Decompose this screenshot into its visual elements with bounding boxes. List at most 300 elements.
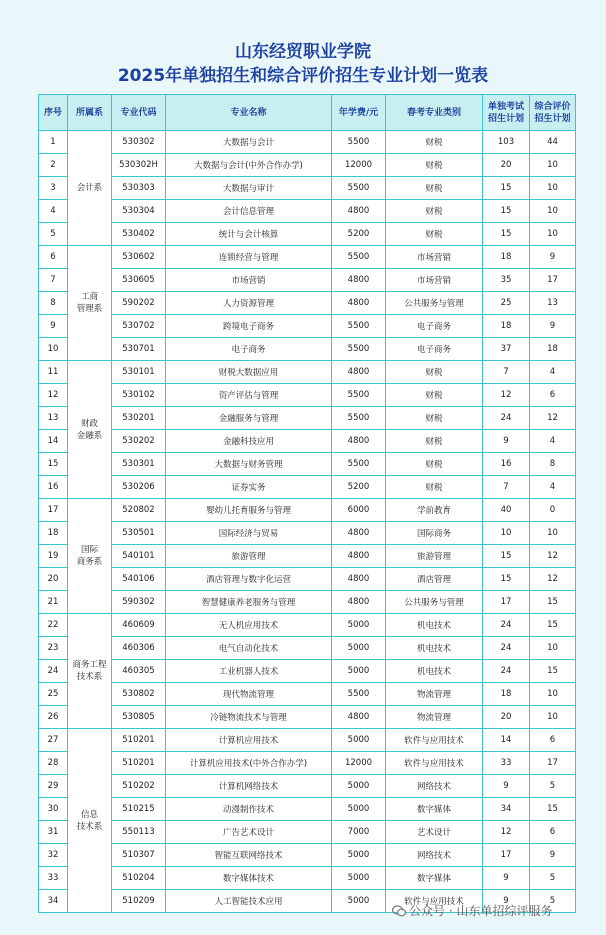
cell-name: 统计与会计核算 xyxy=(166,223,332,246)
cell-code: 550113 xyxy=(112,821,166,844)
cell-plan2: 5 xyxy=(530,890,576,913)
cell-category: 机电技术 xyxy=(386,637,483,660)
cell-plan1: 15 xyxy=(483,545,530,568)
cell-code: 530301 xyxy=(112,453,166,476)
cell-plan2: 9 xyxy=(530,315,576,338)
cell-plan2: 4 xyxy=(530,476,576,499)
cell-name: 连锁经营与管理 xyxy=(166,246,332,269)
cell-plan1: 40 xyxy=(483,499,530,522)
cell-fee: 12000 xyxy=(332,154,386,177)
cell-no: 13 xyxy=(39,407,68,430)
cell-fee: 12000 xyxy=(332,752,386,775)
header-code: 专业代码 xyxy=(112,95,166,131)
cell-code: 530602 xyxy=(112,246,166,269)
cell-no: 22 xyxy=(39,614,68,637)
cell-code: 530302H xyxy=(112,154,166,177)
table-row xyxy=(39,591,576,614)
cell-category: 财税 xyxy=(386,430,483,453)
department-label: 会计系 xyxy=(76,183,103,193)
cell-no: 10 xyxy=(39,338,68,361)
cell-no: 14 xyxy=(39,430,68,453)
cell-plan2: 10 xyxy=(530,706,576,729)
cell-category: 机电技术 xyxy=(386,614,483,637)
cell-plan2: 9 xyxy=(530,246,576,269)
cell-no: 33 xyxy=(39,867,68,890)
department-label: 财政 xyxy=(80,418,98,429)
cell-category: 财税 xyxy=(386,361,483,384)
cell-code: 530303 xyxy=(112,177,166,200)
table-row xyxy=(39,269,576,292)
department-cell xyxy=(68,361,112,499)
cell-fee: 4800 xyxy=(332,200,386,223)
cell-category: 软件与应用技术 xyxy=(386,752,483,775)
cell-code: 530805 xyxy=(112,706,166,729)
cell-no: 2 xyxy=(39,154,68,177)
cell-category: 软件与应用技术 xyxy=(386,729,483,752)
cell-code: 510204 xyxy=(112,867,166,890)
cell-no: 19 xyxy=(39,545,68,568)
cell-plan2: 10 xyxy=(530,637,576,660)
department-cell xyxy=(68,729,112,913)
cell-name: 旅游管理 xyxy=(166,545,332,568)
header-plan-single xyxy=(483,95,530,131)
table-row xyxy=(39,568,576,591)
cell-category: 酒店管理 xyxy=(386,568,483,591)
cell-category: 数字媒体 xyxy=(386,867,483,890)
cell-no: 25 xyxy=(39,683,68,706)
cell-plan1: 12 xyxy=(483,384,530,407)
cell-plan2: 10 xyxy=(530,522,576,545)
header-plan-single-line1: 单独考试 xyxy=(487,101,524,112)
cell-plan1: 18 xyxy=(483,315,530,338)
cell-name: 大数据与会计 xyxy=(166,131,332,154)
cell-no: 31 xyxy=(39,821,68,844)
cell-fee: 5500 xyxy=(332,131,386,154)
table-row xyxy=(39,384,576,407)
header-no: 序号 xyxy=(39,95,68,131)
department-cell xyxy=(68,131,112,246)
cell-fee: 4800 xyxy=(332,430,386,453)
cell-name: 工业机器人技术 xyxy=(166,660,332,683)
table-row xyxy=(39,614,576,637)
cell-plan1: 24 xyxy=(483,637,530,660)
cell-fee: 5000 xyxy=(332,844,386,867)
cell-code: 510201 xyxy=(112,729,166,752)
cell-no: 27 xyxy=(39,729,68,752)
department-label: 信息 xyxy=(80,809,98,820)
cell-no: 23 xyxy=(39,637,68,660)
cell-category: 财税 xyxy=(386,407,483,430)
cell-name: 证券实务 xyxy=(166,476,332,499)
cell-plan1: 9 xyxy=(483,867,530,890)
cell-fee: 5000 xyxy=(332,775,386,798)
cell-plan1: 35 xyxy=(483,269,530,292)
cell-fee: 4800 xyxy=(332,568,386,591)
cell-name: 会计信息管理 xyxy=(166,200,332,223)
table-row xyxy=(39,292,576,315)
cell-code: 530302 xyxy=(112,131,166,154)
cell-code: 530605 xyxy=(112,269,166,292)
cell-name: 电气自动化技术 xyxy=(166,637,332,660)
cell-code: 530206 xyxy=(112,476,166,499)
cell-code: 590302 xyxy=(112,591,166,614)
cell-name: 现代物流管理 xyxy=(166,683,332,706)
cell-plan2: 17 xyxy=(530,752,576,775)
header-plan-single-line2: 招生计划 xyxy=(487,113,524,124)
cell-no: 18 xyxy=(39,522,68,545)
cell-plan2: 17 xyxy=(530,269,576,292)
cell-plan2: 10 xyxy=(530,177,576,200)
cell-plan1: 7 xyxy=(483,361,530,384)
cell-name: 计算机应用技术 xyxy=(166,729,332,752)
cell-code: 530402 xyxy=(112,223,166,246)
cell-plan2: 5 xyxy=(530,775,576,798)
cell-no: 12 xyxy=(39,384,68,407)
cell-category: 市场营销 xyxy=(386,246,483,269)
cell-code: 510215 xyxy=(112,798,166,821)
cell-no: 5 xyxy=(39,223,68,246)
cell-plan1: 33 xyxy=(483,752,530,775)
cell-no: 3 xyxy=(39,177,68,200)
cell-code: 510201 xyxy=(112,752,166,775)
cell-plan1: 34 xyxy=(483,798,530,821)
department-cell xyxy=(68,499,112,614)
table-row xyxy=(39,476,576,499)
page-subtitle: 2025年单独招生和综合评价招生专业计划一览表 xyxy=(117,66,489,86)
cell-fee: 5500 xyxy=(332,338,386,361)
cell-fee: 5500 xyxy=(332,407,386,430)
cell-code: 510307 xyxy=(112,844,166,867)
cell-code: 590202 xyxy=(112,292,166,315)
wechat-icon xyxy=(392,905,406,917)
cell-category: 财税 xyxy=(386,476,483,499)
watermark-text: 公众号 · 山东单招综评服务 xyxy=(409,904,553,918)
cell-category: 电子商务 xyxy=(386,315,483,338)
cell-plan2: 15 xyxy=(530,798,576,821)
cell-plan2: 10 xyxy=(530,683,576,706)
cell-plan2: 8 xyxy=(530,453,576,476)
cell-name: 大数据与会计(中外合作办学) xyxy=(166,154,332,177)
cell-code: 530501 xyxy=(112,522,166,545)
cell-plan1: 16 xyxy=(483,453,530,476)
cell-category: 公共服务与管理 xyxy=(386,591,483,614)
cell-plan1: 15 xyxy=(483,568,530,591)
cell-plan2: 4 xyxy=(530,430,576,453)
cell-fee: 6000 xyxy=(332,499,386,522)
cell-fee: 5500 xyxy=(332,246,386,269)
cell-fee: 5000 xyxy=(332,660,386,683)
cell-name: 大数据与审计 xyxy=(166,177,332,200)
department-cell xyxy=(68,246,112,361)
cell-name: 财税大数据应用 xyxy=(166,361,332,384)
cell-category: 物流管理 xyxy=(386,683,483,706)
cell-name: 无人机应用技术 xyxy=(166,614,332,637)
cell-category: 机电技术 xyxy=(386,660,483,683)
table-row xyxy=(39,683,576,706)
cell-name: 人力资源管理 xyxy=(166,292,332,315)
cell-fee: 5500 xyxy=(332,177,386,200)
department-cell xyxy=(68,614,112,729)
cell-name: 智慧健康养老服务与管理 xyxy=(166,591,332,614)
cell-plan1: 9 xyxy=(483,430,530,453)
table-row xyxy=(39,522,576,545)
cell-category: 财税 xyxy=(386,223,483,246)
cell-no: 28 xyxy=(39,752,68,775)
department-label: 工商 xyxy=(80,292,98,302)
cell-no: 26 xyxy=(39,706,68,729)
cell-name: 市场营销 xyxy=(166,269,332,292)
cell-category: 旅游管理 xyxy=(386,545,483,568)
table-row xyxy=(39,200,576,223)
cell-name: 电子商务 xyxy=(166,338,332,361)
cell-no: 7 xyxy=(39,269,68,292)
cell-name: 计算机应用技术(中外合作办学) xyxy=(166,752,332,775)
department-label: 商务系 xyxy=(76,557,103,567)
cell-no: 20 xyxy=(39,568,68,591)
header-fee: 年学费/元 xyxy=(332,95,386,131)
enrollment-plan-table xyxy=(38,94,576,913)
cell-code: 530304 xyxy=(112,200,166,223)
cell-plan1: 24 xyxy=(483,660,530,683)
cell-category: 市场营销 xyxy=(386,269,483,292)
cell-category: 电子商务 xyxy=(386,338,483,361)
cell-category: 学前教育 xyxy=(386,499,483,522)
cell-no: 24 xyxy=(39,660,68,683)
cell-fee: 5500 xyxy=(332,453,386,476)
table-row xyxy=(39,660,576,683)
cell-no: 1 xyxy=(39,131,68,154)
table-row xyxy=(39,821,576,844)
cell-plan1: 9 xyxy=(483,890,530,913)
cell-no: 16 xyxy=(39,476,68,499)
cell-category: 财税 xyxy=(386,384,483,407)
cell-plan2: 5 xyxy=(530,867,576,890)
cell-fee: 4800 xyxy=(332,591,386,614)
cell-fee: 4800 xyxy=(332,292,386,315)
cell-category: 网络技术 xyxy=(386,844,483,867)
cell-no: 30 xyxy=(39,798,68,821)
cell-no: 11 xyxy=(39,361,68,384)
cell-plan2: 15 xyxy=(530,660,576,683)
cell-plan1: 10 xyxy=(483,522,530,545)
cell-name: 大数据与财务管理 xyxy=(166,453,332,476)
cell-fee: 5000 xyxy=(332,614,386,637)
cell-plan1: 7 xyxy=(483,476,530,499)
cell-name: 国际经济与贸易 xyxy=(166,522,332,545)
cell-code: 530102 xyxy=(112,384,166,407)
table-row xyxy=(39,131,576,154)
cell-plan1: 24 xyxy=(483,614,530,637)
cell-fee: 4800 xyxy=(332,522,386,545)
cell-plan2: 12 xyxy=(530,545,576,568)
cell-plan1: 17 xyxy=(483,844,530,867)
table-row xyxy=(39,177,576,200)
header-dept: 所属系 xyxy=(68,95,112,131)
table-row xyxy=(39,706,576,729)
table-row xyxy=(39,775,576,798)
cell-fee: 7000 xyxy=(332,821,386,844)
table-row xyxy=(39,338,576,361)
table-row xyxy=(39,637,576,660)
cell-fee: 5000 xyxy=(332,798,386,821)
cell-code: 460609 xyxy=(112,614,166,637)
cell-fee: 5500 xyxy=(332,384,386,407)
cell-plan1: 25 xyxy=(483,292,530,315)
cell-fee: 4800 xyxy=(332,269,386,292)
cell-name: 金融科技应用 xyxy=(166,430,332,453)
cell-no: 9 xyxy=(39,315,68,338)
cell-plan2: 15 xyxy=(530,614,576,637)
cell-no: 8 xyxy=(39,292,68,315)
table-row xyxy=(39,867,576,890)
cell-plan2: 10 xyxy=(530,154,576,177)
cell-plan2: 10 xyxy=(530,200,576,223)
cell-code: 520802 xyxy=(112,499,166,522)
cell-plan1: 14 xyxy=(483,729,530,752)
cell-category: 物流管理 xyxy=(386,706,483,729)
table-row xyxy=(39,844,576,867)
cell-fee: 5500 xyxy=(332,683,386,706)
cell-no: 4 xyxy=(39,200,68,223)
watermark xyxy=(392,902,552,919)
cell-code: 540106 xyxy=(112,568,166,591)
page-title: 山东经贸职业学院 xyxy=(235,42,371,62)
cell-plan1: 103 xyxy=(483,131,530,154)
cell-plan2: 15 xyxy=(530,591,576,614)
cell-plan2: 12 xyxy=(530,568,576,591)
cell-name: 人工智能技术应用 xyxy=(166,890,332,913)
cell-category: 财税 xyxy=(386,131,483,154)
cell-code: 530702 xyxy=(112,315,166,338)
table-row xyxy=(39,545,576,568)
cell-fee: 5200 xyxy=(332,476,386,499)
table-row xyxy=(39,361,576,384)
cell-plan1: 18 xyxy=(483,246,530,269)
cell-plan2: 44 xyxy=(530,131,576,154)
cell-fee: 5500 xyxy=(332,315,386,338)
cell-name: 资产评估与管理 xyxy=(166,384,332,407)
department-label: 技术系 xyxy=(76,672,103,682)
cell-category: 数字媒体 xyxy=(386,798,483,821)
table-header-row xyxy=(39,95,576,131)
cell-name: 酒店管理与数字化运营 xyxy=(166,568,332,591)
cell-category: 网络技术 xyxy=(386,775,483,798)
table-row xyxy=(39,798,576,821)
cell-name: 智能互联网络技术 xyxy=(166,844,332,867)
department-label: 管理系 xyxy=(76,304,103,314)
table-row xyxy=(39,246,576,269)
table-row xyxy=(39,430,576,453)
table-row xyxy=(39,729,576,752)
cell-fee: 5000 xyxy=(332,729,386,752)
department-label: 技术系 xyxy=(76,821,103,832)
cell-code: 460305 xyxy=(112,660,166,683)
cell-category: 财税 xyxy=(386,154,483,177)
cell-plan1: 37 xyxy=(483,338,530,361)
table-body xyxy=(39,131,576,913)
header-plan-comprehensive xyxy=(530,95,576,131)
cell-category: 财税 xyxy=(386,453,483,476)
department-label: 金融系 xyxy=(76,430,103,441)
cell-plan1: 15 xyxy=(483,177,530,200)
cell-name: 跨境电子商务 xyxy=(166,315,332,338)
cell-code: 530201 xyxy=(112,407,166,430)
cell-name: 冷链物流技术与管理 xyxy=(166,706,332,729)
cell-name: 金融服务与管理 xyxy=(166,407,332,430)
header-plan-comp-line2: 招生计划 xyxy=(534,113,571,124)
department-label: 国际 xyxy=(80,545,98,555)
cell-fee: 4800 xyxy=(332,706,386,729)
cell-fee: 5000 xyxy=(332,890,386,913)
cell-name: 计算机网络技术 xyxy=(166,775,332,798)
cell-plan2: 13 xyxy=(530,292,576,315)
cell-no: 32 xyxy=(39,844,68,867)
cell-plan2: 10 xyxy=(530,223,576,246)
cell-name: 婴幼儿托育服务与管理 xyxy=(166,499,332,522)
cell-name: 广告艺术设计 xyxy=(166,821,332,844)
cell-plan2: 9 xyxy=(530,844,576,867)
cell-category: 财税 xyxy=(386,200,483,223)
cell-plan2: 12 xyxy=(530,407,576,430)
cell-plan2: 0 xyxy=(530,499,576,522)
cell-category: 公共服务与管理 xyxy=(386,292,483,315)
cell-code: 530701 xyxy=(112,338,166,361)
table-row xyxy=(39,315,576,338)
cell-plan2: 18 xyxy=(530,338,576,361)
cell-no: 34 xyxy=(39,890,68,913)
table-row xyxy=(39,154,576,177)
cell-code: 530101 xyxy=(112,361,166,384)
cell-name: 数字媒体技术 xyxy=(166,867,332,890)
cell-plan1: 17 xyxy=(483,591,530,614)
cell-plan1: 12 xyxy=(483,821,530,844)
cell-code: 460306 xyxy=(112,637,166,660)
table-row xyxy=(39,752,576,775)
cell-category: 国际商务 xyxy=(386,522,483,545)
cell-code: 510209 xyxy=(112,890,166,913)
cell-plan2: 4 xyxy=(530,361,576,384)
cell-category: 艺术设计 xyxy=(386,821,483,844)
table-row xyxy=(39,453,576,476)
cell-fee: 5000 xyxy=(332,867,386,890)
header-category: 春考专业类别 xyxy=(386,95,483,131)
cell-name: 动漫制作技术 xyxy=(166,798,332,821)
cell-no: 21 xyxy=(39,591,68,614)
cell-plan1: 20 xyxy=(483,154,530,177)
table-row xyxy=(39,499,576,522)
cell-fee: 4800 xyxy=(332,545,386,568)
cell-plan1: 15 xyxy=(483,200,530,223)
cell-plan1: 9 xyxy=(483,775,530,798)
cell-plan1: 15 xyxy=(483,223,530,246)
department-label: 商务工程 xyxy=(72,660,107,670)
cell-plan1: 18 xyxy=(483,683,530,706)
cell-fee: 5000 xyxy=(332,637,386,660)
header-plan-comp-line1: 综合评价 xyxy=(534,101,571,112)
cell-plan2: 6 xyxy=(530,821,576,844)
cell-no: 15 xyxy=(39,453,68,476)
cell-code: 530802 xyxy=(112,683,166,706)
cell-plan2: 6 xyxy=(530,384,576,407)
cell-plan1: 24 xyxy=(483,407,530,430)
table-row xyxy=(39,407,576,430)
cell-plan2: 6 xyxy=(530,729,576,752)
cell-category: 软件与应用技术 xyxy=(386,890,483,913)
cell-plan1: 20 xyxy=(483,706,530,729)
cell-no: 29 xyxy=(39,775,68,798)
cell-no: 6 xyxy=(39,246,68,269)
table-row xyxy=(39,223,576,246)
